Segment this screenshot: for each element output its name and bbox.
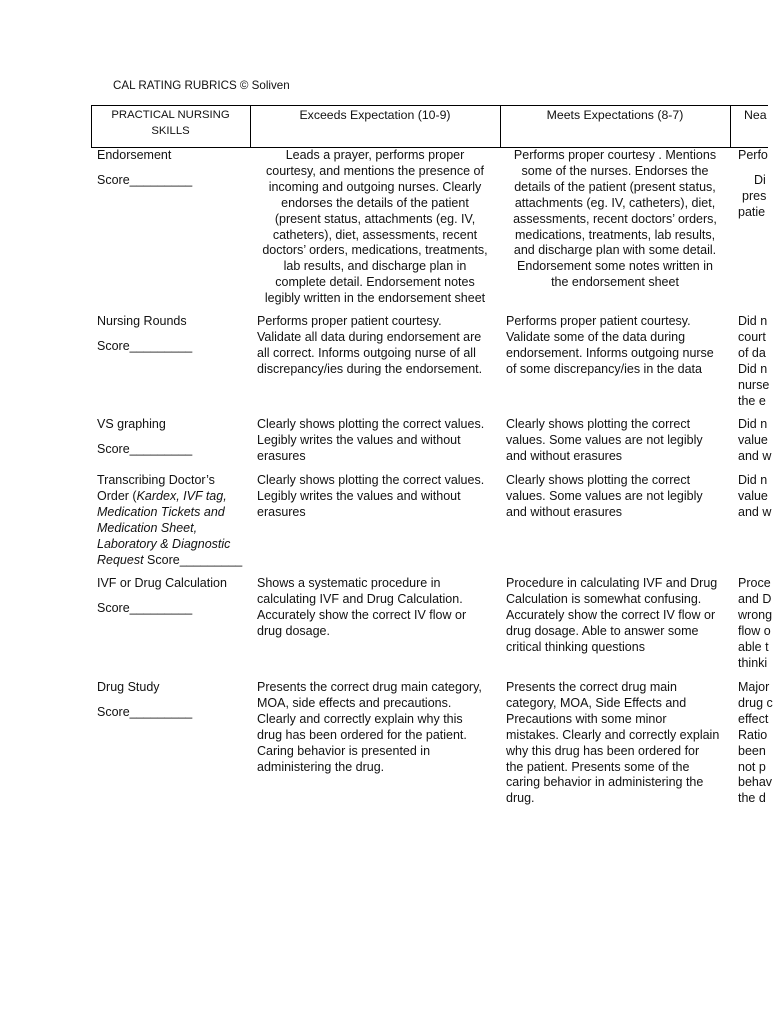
cell-line: Calculation is somewhat confusing. [506,591,702,606]
italic-text: Kardex, IVF tag, [136,488,227,503]
cell-line: assessments, recent doctors’ orders, [513,211,717,226]
header-line: PRACTICAL NURSING [111,109,230,121]
cell-line: flow o [738,623,771,638]
cell-line: patie [738,204,766,219]
cell-line: pres [742,188,767,203]
cell-paragraph [506,473,724,521]
cell-line: lab results, and discharge plan in [283,259,467,274]
cell-paragraph [506,417,724,465]
header-practical-nursing-skills [91,107,250,139]
cell-line: Caring behavior is presented in [257,743,431,758]
cell-paragraph [738,314,768,409]
exceeds-expectation-cell [250,576,500,640]
cell-line [97,521,250,537]
cell-line: the e [738,393,766,408]
header-line: SKILLS [151,125,190,137]
score-blank [97,442,250,458]
cell-line: Accurately show the correct IV flow or [506,607,716,622]
document-title: CAL RATING RUBRICS © Soliven [113,79,290,92]
cell-line: MOA, side effects and precautions. [257,695,452,710]
score-blank [97,601,250,617]
skill-name [97,314,250,330]
cell-paragraph [738,473,772,521]
cell-line: Score_________ [97,338,193,353]
cell-line: IVF or Drug Calculation [97,576,227,590]
italic-text: Laboratory & Diagnostic [97,536,231,551]
exceeds-expectation-cell [250,680,500,775]
cell-line: Score_________ [97,704,193,719]
cell-line [97,553,250,569]
cell-line: and w [738,504,772,519]
fourth-column-cell [730,148,768,221]
cell-line: incoming and outgoing nurses. Clearly [268,179,482,194]
cell-line: of some discrepancy/ies in the data [506,361,702,376]
cell-paragraph [257,314,493,378]
cell-line: Clearly shows plotting the correct [506,473,691,487]
cell-line: why this drug has been ordered for [506,743,700,758]
cell-paragraph [738,680,773,807]
cell-line: VS graphing [97,417,166,431]
cell-line: Clearly and correctly explain why this [257,711,463,726]
cell-line: some of the nurses. Endorses the [521,163,709,178]
header-meets-expectations [500,107,730,123]
text-segment: Score_________ [143,552,243,567]
cell-line: Procedure in calculating IVF and Drug [506,576,718,590]
cell-paragraph [738,576,773,671]
cell-line: court [738,329,766,344]
cell-line: nurse [738,377,770,392]
cell-line: Perfo [738,148,768,162]
cell-line: able t [738,639,769,654]
cell-line: Ratio [738,727,768,742]
cell-line: drug dosage. [257,623,330,638]
skill-name [97,148,250,164]
exceeds-expectation-cell [250,148,500,307]
cell-paragraph [738,417,772,465]
cell-line: category, MOA, Side Effects and [506,695,687,710]
fourth-column-cell [730,680,773,807]
cell-line: and w [738,448,772,463]
cell-line: endorses the details of the patient [281,195,469,210]
meets-expectations-cell [500,417,730,465]
cell-line: Performs proper patient courtesy. [506,314,691,328]
cell-line: Major [738,680,770,694]
cell-line: all correct. Informs outgoing nurse of all [257,345,476,360]
score-blank [97,705,250,721]
meets-expectations-cell [500,148,730,291]
cell-line: erasures [257,448,306,463]
cell-line: Did n [738,417,768,431]
cell-line: catheters), diet, assessments, recent [272,227,478,242]
cell-line: Did n [738,473,768,487]
score-blank [97,339,250,355]
cell-line: and without erasures [506,448,623,463]
cell-line [97,505,250,521]
cell-line: the endorsement sheet [551,275,679,290]
cell-line: critical thinking questions [506,639,645,654]
cell-line [97,489,250,505]
cell-line: (present status, attachments (eg. IV, [274,211,476,226]
fourth-column-cell [730,576,773,671]
cell-line: Did n [738,314,768,328]
cell-line: and D [738,591,772,606]
cell-paragraph [257,680,493,775]
cell-paragraph [257,417,493,465]
cell-line: drug. [506,791,535,806]
cell-line: doctors’ orders, medications, treatments, [262,243,488,258]
header-line: Nea [744,108,767,122]
header-line: Exceeds Expectation (10-9) [299,108,451,122]
cell-line: behav [738,775,773,790]
fourth-column-cell [730,473,772,521]
cell-line: Di [754,172,766,187]
skill-cell [91,417,250,458]
fourth-column-cell [730,314,768,409]
cell-line: Transcribing Doctor’s [97,473,215,487]
cell-line: erasures [257,504,306,519]
cell-line: drug c [738,695,773,710]
cell-line: caring behavior in administering the [506,775,704,790]
cell-line: Legibly writes the values and without [257,488,461,503]
cell-line: effect [738,711,769,726]
cell-line: Clearly shows plotting the correct values. [257,417,485,431]
cell-line: wrong [738,607,773,622]
cell-line: Score_________ [97,441,193,456]
skill-name [97,576,250,592]
cell-line: Validate all data during endorsement are [257,329,482,344]
cell-paragraph [257,473,493,521]
cell-paragraph [506,314,724,378]
cell-line: Presents the correct drug main category, [257,680,482,694]
cell-line: Precautions with some minor [506,711,667,726]
cell-line: medications, treatments, lab results, [514,227,716,242]
exceeds-expectation-cell [250,417,500,465]
italic-text: Request [97,552,144,567]
cell-line: Shows a systematic procedure in [257,576,441,590]
cell-paragraph [738,148,768,164]
cell-line: Score_________ [97,172,193,187]
cell-paragraph [506,680,724,807]
cell-line: Proce [738,576,771,590]
skill-cell [91,680,250,721]
meets-expectations-cell [500,314,730,378]
cell-line: endorsement. Informs outgoing nurse [506,345,714,360]
cell-line: discrepancy/ies during the endorsement. [257,361,483,376]
cell-line: Performs proper courtesy . Mentions [513,148,717,162]
skill-cell [91,148,250,189]
cell-paragraph [506,148,724,291]
cell-line: and without erasures [506,504,623,519]
cell-line [97,537,250,553]
cell-line: Accurately show the correct IV flow or [257,607,467,622]
exceeds-expectation-cell [250,314,500,378]
cell-line: values. Some values are not legibly [506,432,703,447]
cell-line: Presents the correct drug main [506,680,677,694]
cell-paragraph [506,576,724,656]
cell-line: Endorsement some notes written in [517,259,713,274]
cell-line: attachments (eg. IV, catheters), diet, [514,195,716,210]
cell-paragraph [257,576,493,640]
cell-line: administering the drug. [257,759,385,774]
cell-line: calculating IVF and Drug Calculation. [257,591,463,606]
header-exceeds-expectation [250,107,500,123]
skill-name [97,473,250,568]
skill-cell [91,314,250,355]
italic-text: Medication Tickets and [97,504,225,519]
cell-line: the patient. Presents some of the [506,759,690,774]
cell-line: thinki [738,655,768,670]
cell-line: drug has been ordered for the patient. [257,727,467,742]
cell-line: and discharge plan with some detail. [513,243,717,258]
cell-line: of da [738,345,766,360]
cell-line: been [738,743,766,758]
italic-text: Medication Sheet, [97,520,198,535]
fourth-column-cell [730,417,772,465]
cell-line: legibly written in the endorsement sheet [264,291,486,306]
cell-paragraph [738,173,768,221]
header-fourth-column [730,107,768,123]
cell-line: not p [738,759,766,774]
cell-line: mistakes. Clearly and correctly explain [506,727,720,742]
cell-line: details of the patient (present status, [514,179,716,194]
cell-line: Score_________ [97,600,193,615]
cell-line: Clearly shows plotting the correct values. [257,473,485,487]
meets-expectations-cell [500,473,730,521]
cell-line: complete detail. Endorsement notes [275,275,475,290]
skill-cell [91,576,250,617]
cell-line: value [738,488,768,503]
cell-line: Nursing Rounds [97,314,187,328]
cell-line: courtesy, and mentions the presence of [266,163,484,178]
skill-name [97,680,250,696]
cell-line: Validate some of the data during [506,329,686,344]
cell-line: Clearly shows plotting the correct [506,417,691,431]
skill-cell [91,473,250,568]
cell-line: the d [738,791,766,806]
cell-paragraph [257,148,493,307]
cell-line: Leads a prayer, performs proper [285,148,465,162]
header-line: Meets Expectations (8-7) [546,108,684,122]
cell-line: value [738,432,768,447]
cell-line: Did n [738,361,768,376]
meets-expectations-cell [500,680,730,807]
exceeds-expectation-cell [250,473,500,521]
cell-line: drug dosage. Able to answer some [506,623,699,638]
meets-expectations-cell [500,576,730,656]
text-segment: Order ( [97,488,137,503]
cell-line: values. Some values are not legibly [506,488,703,503]
cell-line: Drug Study [97,680,160,694]
skill-name [97,417,250,433]
cell-line: Performs proper patient courtesy. [257,314,442,328]
cell-line: Legibly writes the values and without [257,432,461,447]
score-blank [97,173,250,189]
cell-line: Endorsement [97,148,172,162]
